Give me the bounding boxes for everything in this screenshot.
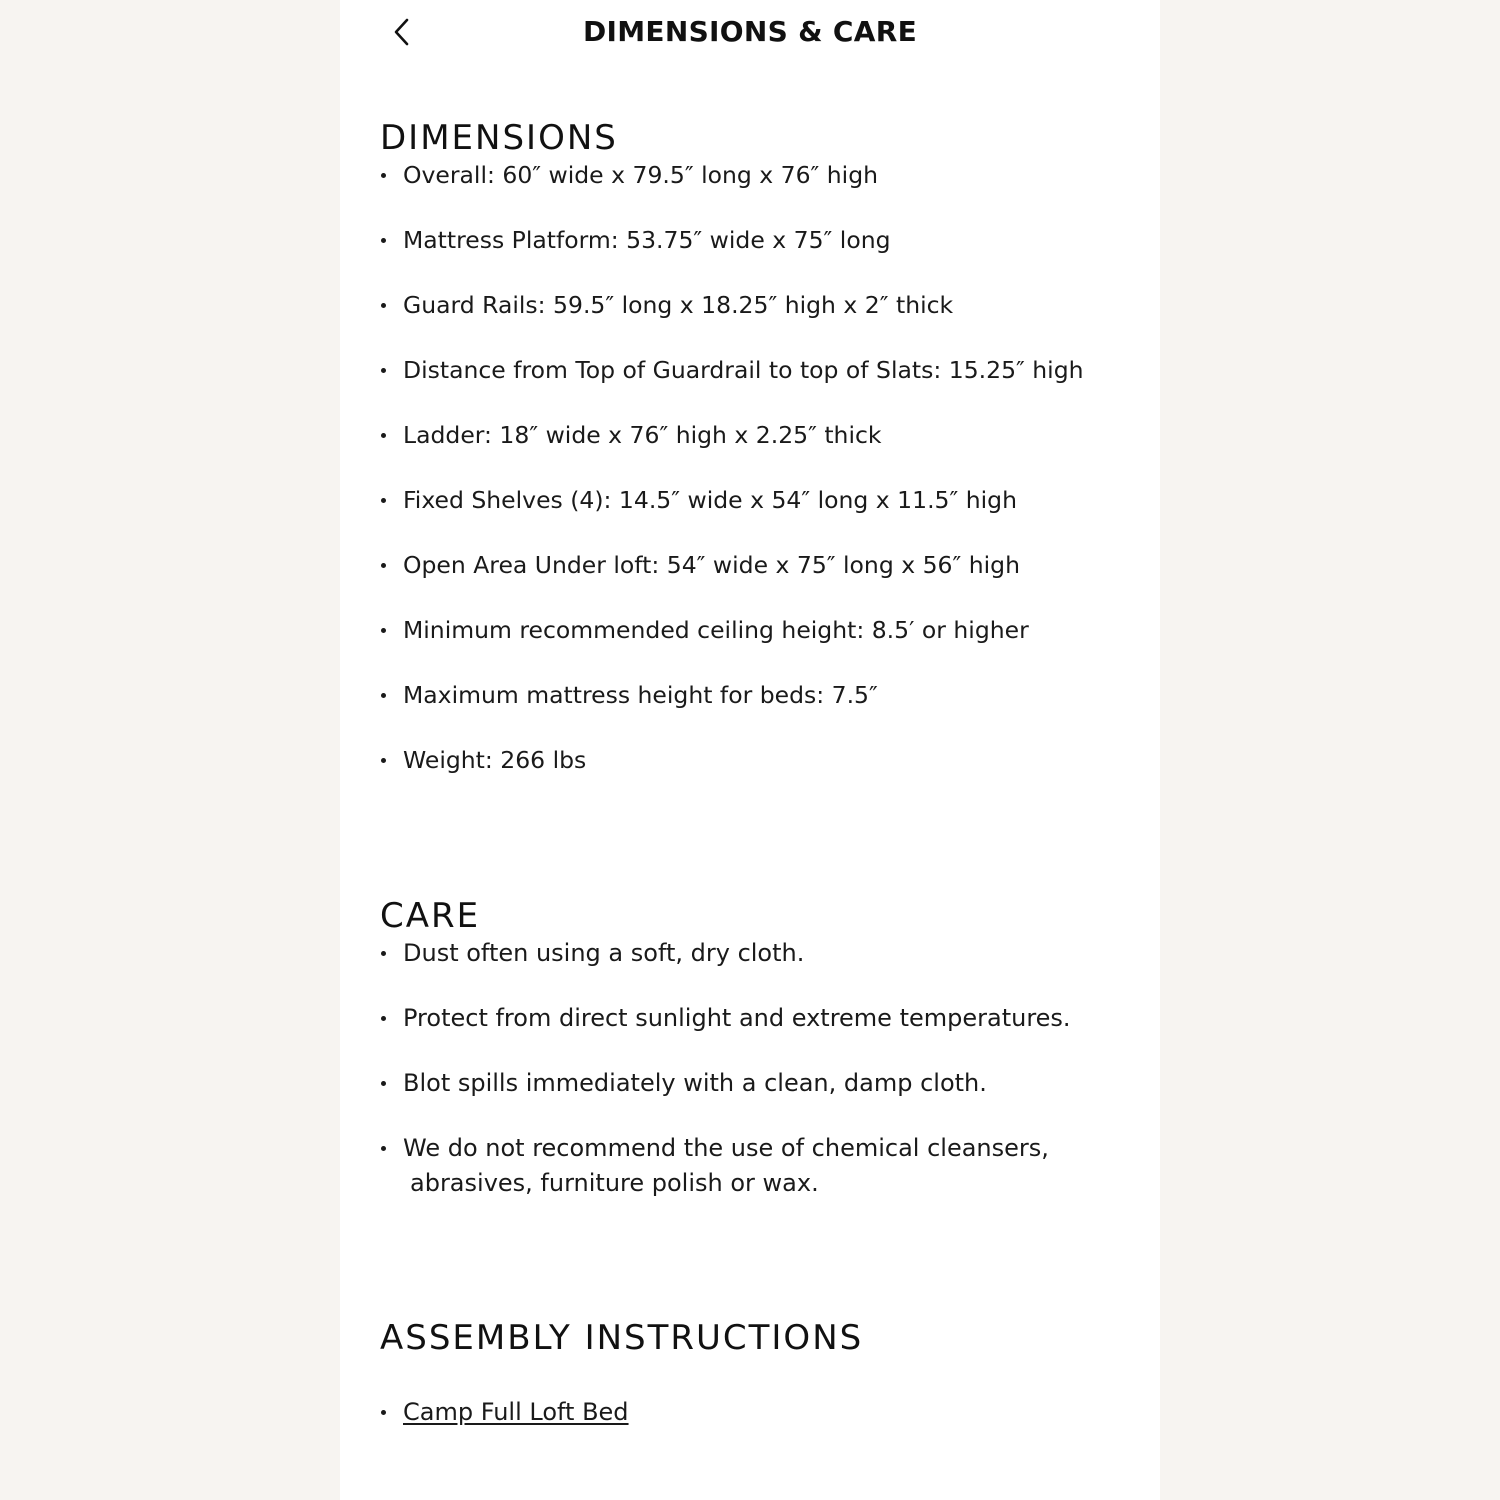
list-item: Fixed Shelves (4): 14.5″ wide x 54″ long x 11.5″ high [380,483,1150,518]
page-title: DIMENSIONS & CARE [583,15,917,48]
dimensions-list [380,158,1150,778]
list-item [380,1395,1150,1430]
list-item: Minimum recommended ceiling height: 8.5′ or higher [380,613,1150,648]
page-header [340,0,1160,70]
list-item: Protect from direct sunlight and extreme temperatures. [380,1001,1150,1036]
list-item: Blot spills immediately with a clean, damp cloth. [380,1066,1150,1101]
assembly-section [380,1318,1150,1430]
list-item: Guard Rails: 59.5″ long x 18.25″ high x 2″ thick [380,288,1150,323]
list-item: Distance from Top of Guardrail to top of Slats: 15.25″ high [380,353,1150,388]
assembly-heading: ASSEMBLY INSTRUCTIONS [380,1318,864,1358]
list-item: Maximum mattress height for beds: 7.5″ [380,678,1150,713]
dimensions-heading: DIMENSIONS [380,118,618,158]
assembly-list [380,1395,1150,1430]
list-item: Mattress Platform: 53.75″ wide x 75″ long [380,223,1150,258]
assembly-instructions-link[interactable]: Camp Full Loft Bed [403,1398,629,1426]
list-item-line: We do not recommend the use of chemical cleansers, [403,1134,1049,1162]
list-item: Weight: 266 lbs [380,743,1150,778]
care-section [380,896,1150,1231]
list-item [380,1131,1150,1201]
list-item: Dust often using a soft, dry cloth. [380,936,1150,971]
content-panel [340,0,1160,1500]
list-item-line: abrasives, furniture polish or wax. [410,1169,819,1197]
list-item: Open Area Under loft: 54″ wide x 75″ long x 56″ high [380,548,1150,583]
care-heading: CARE [380,896,481,936]
list-item: Overall: 60″ wide x 79.5″ long x 76″ high [380,158,1150,193]
list-item: Ladder: 18″ wide x 76″ high x 2.25″ thick [380,418,1150,453]
care-list [380,936,1150,1201]
dimensions-section [380,118,1150,808]
